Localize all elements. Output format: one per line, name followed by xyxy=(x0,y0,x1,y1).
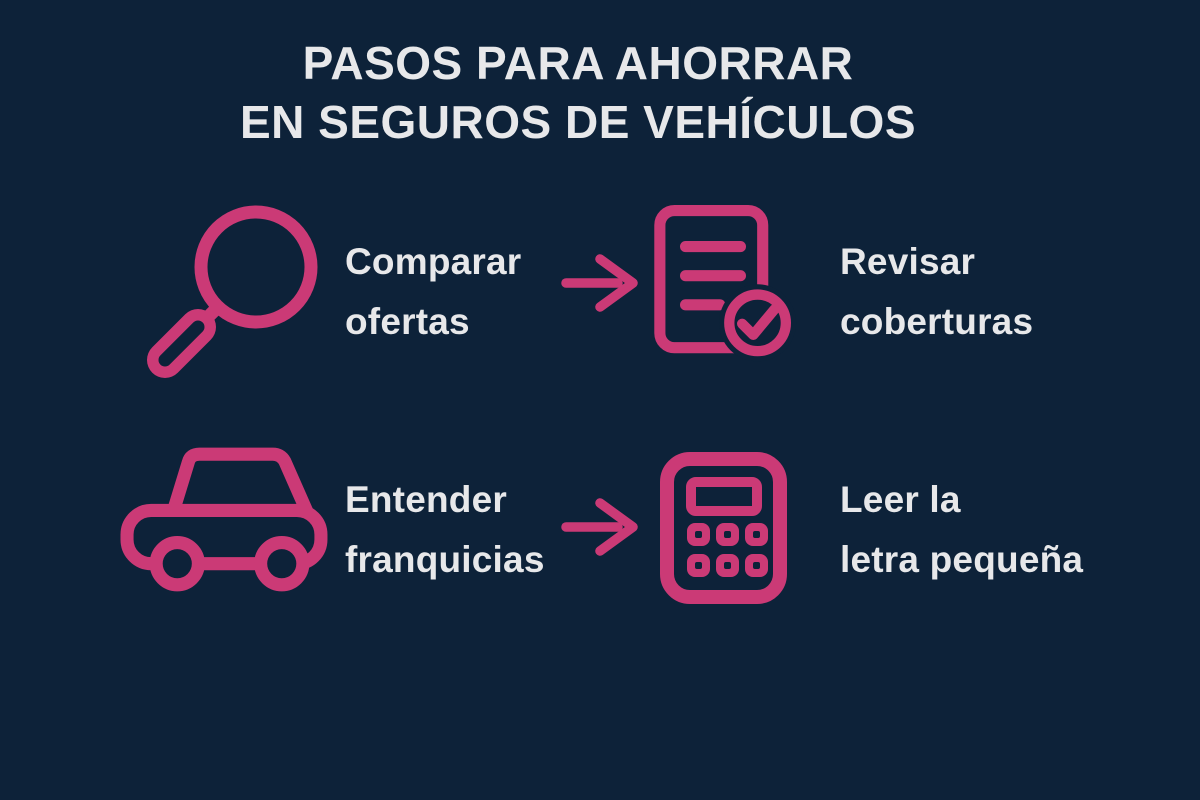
step2-result-line1: Leer la xyxy=(840,479,961,520)
step2-result-label xyxy=(840,470,1083,590)
step1-result-line2: coberturas xyxy=(840,301,1034,342)
page-title xyxy=(0,34,1156,152)
calculator-icon xyxy=(658,452,789,604)
step2-action-label xyxy=(345,470,545,590)
step1-action-line2: ofertas xyxy=(345,301,470,342)
step1-result-line1: Revisar xyxy=(840,241,976,282)
step2-action-line1: Entender xyxy=(345,479,507,520)
arrow-right-icon xyxy=(560,496,638,558)
magnifier-icon xyxy=(135,194,331,380)
step2-action-line2: franquicias xyxy=(345,539,545,580)
step1-action-line1: Comparar xyxy=(345,241,522,282)
step1-result-label xyxy=(840,232,1033,352)
step1-action-label xyxy=(345,232,521,352)
step2-result-line2: letra pequeña xyxy=(840,539,1084,580)
arrow-right-icon xyxy=(560,252,638,314)
document-check-icon xyxy=(653,198,797,368)
car-icon xyxy=(120,447,333,601)
title-line-2: EN SEGUROS DE VEHÍCULOS xyxy=(239,96,917,148)
title-line-1: PASOS PARA AHORRAR xyxy=(302,37,854,89)
